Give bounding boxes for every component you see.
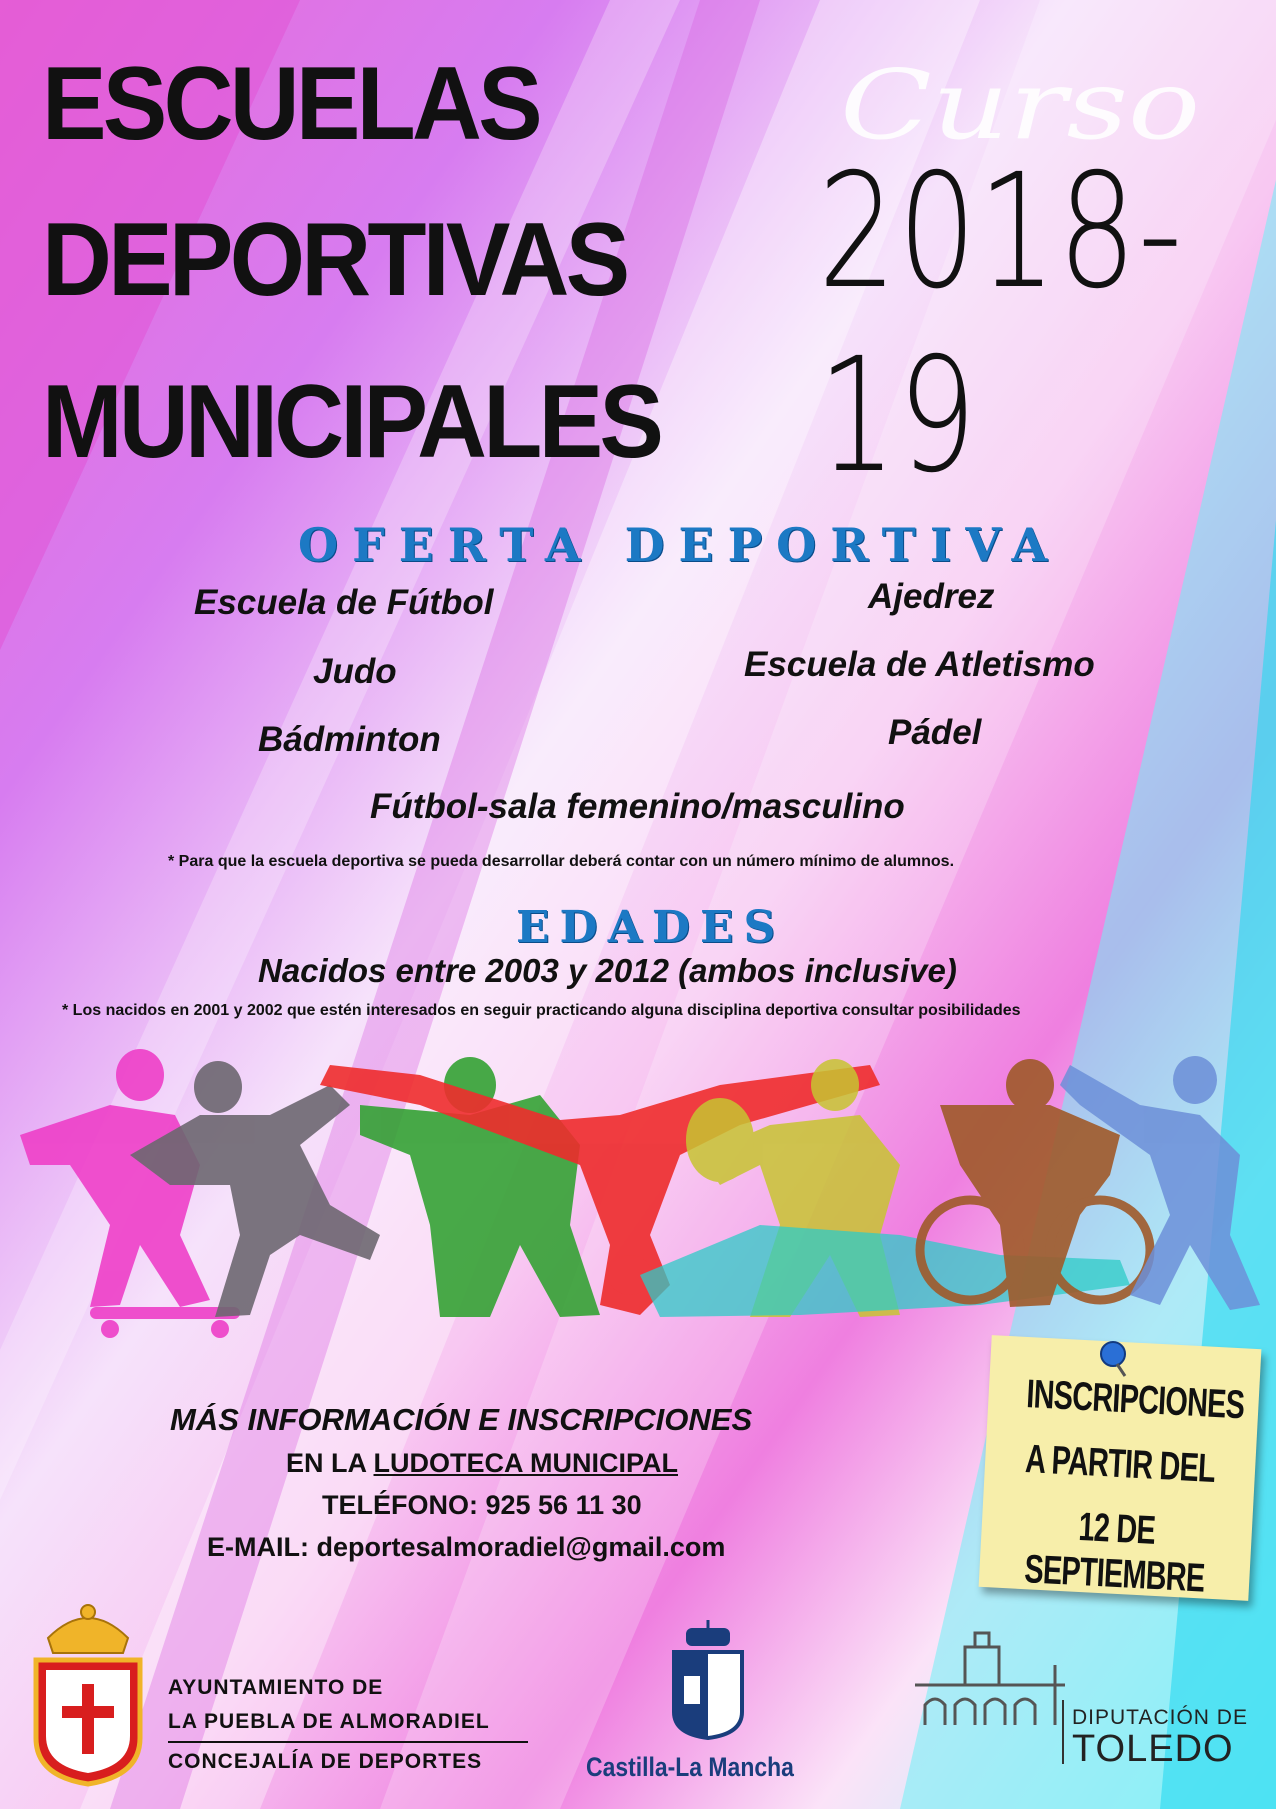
ayuntamiento-line-1: AYUNTAMIENTO DE (168, 1676, 384, 1699)
ayuntamiento-line-2: LA PUEBLA DE ALMORADIEL (168, 1710, 490, 1733)
edades-heading: EDADES (516, 902, 786, 953)
sports-silhouettes (0, 1045, 1276, 1365)
toledo-skyline-icon (905, 1625, 1075, 1735)
pushpin-icon (1095, 1338, 1135, 1378)
castilla-la-mancha-emblem-icon (668, 1620, 748, 1740)
sticky-line-3: 12 DE SEPTIEMBRE (1023, 1504, 1206, 1601)
ayuntamiento-line-3: CONCEJALÍA DE DEPORTES (168, 1750, 483, 1773)
info-location (286, 1448, 678, 1479)
info-email: E-MAIL: deportesalmoradiel@gmail.com (207, 1532, 726, 1562)
diputacion-line-2: TOLEDO (1072, 1728, 1234, 1770)
info-location-name: LUDOTECA MUNICIPAL (373, 1448, 678, 1478)
info-location-prefix: EN LA (286, 1448, 366, 1478)
sport-badminton: Bádminton (258, 720, 441, 759)
diputacion-divider (1062, 1700, 1064, 1764)
title-line-1: ESCUELAS (42, 46, 539, 162)
sport-padel: Pádel (888, 713, 982, 752)
sport-judo: Judo (313, 652, 397, 691)
edades-note: * Los nacidos en 2001 y 2002 que estén interesados en seguir practicando alguna disciplina deportiva consultar posibilidades (62, 1002, 1021, 1019)
oferta-heading: OFERTA DEPORTIVA (298, 518, 1062, 572)
castilla-la-mancha-label: Castilla-La Mancha (586, 1752, 794, 1782)
sport-ajedrez: Ajedrez (868, 577, 995, 616)
course-year: 2018-19 (818, 140, 1184, 508)
ayuntamiento-divider (168, 1741, 528, 1743)
sticky-line-1: INSCRIPCIONES (1025, 1372, 1246, 1428)
info-phone: TELÉFONO: 925 56 11 30 (322, 1490, 642, 1520)
info-heading: MÁS INFORMACIÓN E INSCRIPCIONES (170, 1402, 753, 1437)
sport-atletismo: Escuela de Atletismo (744, 645, 1095, 684)
edades-range: Nacidos entre 2003 y 2012 (ambos inclusive) (258, 952, 957, 989)
sport-futbol-sala: Fútbol-sala femenino/masculino (370, 787, 905, 826)
sport-futbol: Escuela de Fútbol (194, 583, 494, 622)
title-line-2: DEPORTIVAS (42, 202, 627, 318)
title-line-3: MUNICIPALES (42, 364, 661, 480)
ayuntamiento-shield-icon (28, 1598, 148, 1788)
oferta-note: * Para que la escuela deportiva se pueda desarrollar deberá contar con un número mínimo de alumnos. (168, 853, 955, 870)
sticky-line-2: A PARTIR DEL (1024, 1437, 1217, 1491)
diputacion-line-1: DIPUTACIÓN DE (1072, 1706, 1248, 1729)
course-label: Curso (840, 50, 1201, 162)
